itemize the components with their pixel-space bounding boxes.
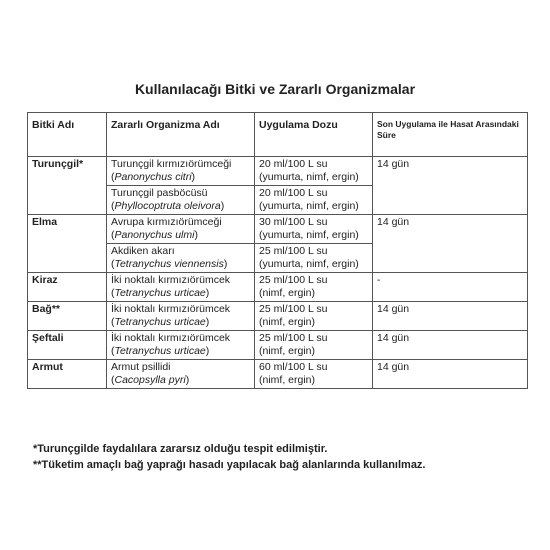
harvest-interval-cell: 14 gün: [373, 157, 528, 215]
plant-name-cell: Kiraz: [28, 273, 107, 302]
dose-stage-note: (nimf, ergin): [259, 287, 316, 299]
table-row: [28, 157, 528, 186]
dose-amount: 25 ml/100 L su: [259, 303, 328, 315]
scientific-name-text: Panonychus citri: [114, 171, 192, 183]
harvest-interval-cell: 14 gün: [373, 331, 528, 360]
table-row: [28, 273, 528, 302]
dose-amount: 60 ml/100 L su: [259, 361, 328, 373]
pest-cell: [107, 215, 255, 244]
plant-name-cell: Bağ**: [28, 302, 107, 331]
pest-cell: [107, 360, 255, 389]
table-header-row: [28, 113, 528, 157]
dose-stage-note: (nimf, ergin): [259, 345, 316, 357]
dose-stage-note: (yumurta, nimf, ergin): [259, 258, 359, 270]
pest-name: Turunçgil pasböcüsü: [111, 187, 208, 199]
header-plant: Bitki Adı: [28, 113, 107, 157]
scientific-name-text: Tetranychus urticae: [114, 345, 206, 357]
dose-stage-note: (nimf, ergin): [259, 316, 316, 328]
header-harvest: Son Uygulama ile Hasat Arasındaki Süre: [373, 113, 528, 157]
dose-cell: [255, 331, 373, 360]
pest-name: Avrupa kırmızıörümceği: [111, 216, 222, 228]
harvest-interval-cell: 14 gün: [373, 302, 528, 331]
dose-cell: [255, 186, 373, 215]
plant-name-cell: Şeftali: [28, 331, 107, 360]
plant-name-cell: Elma: [28, 215, 107, 273]
table-row: [28, 331, 528, 360]
dose-stage-note: (nimf, ergin): [259, 374, 316, 386]
scientific-name-text: Cacopsylla pyri: [114, 374, 186, 386]
table-row: [28, 360, 528, 389]
harvest-interval-cell: -: [373, 273, 528, 302]
dose-cell: [255, 215, 373, 244]
pest-scientific-name: (Panonychus ulmi): [111, 229, 198, 241]
dose-amount: 25 ml/100 L su: [259, 332, 328, 344]
pest-cell: [107, 331, 255, 360]
pest-name: Armut psillidi: [111, 361, 171, 373]
page-title: Kullanılacağı Bitki ve Zararlı Organizmalar: [134, 81, 416, 97]
pest-name: İki noktalı kırmızıörümcek: [111, 332, 231, 344]
dose-cell: [255, 302, 373, 331]
header-pest: Zararlı Organizma Adı: [107, 113, 255, 157]
dose-stage-note: (yumurta, nimf, ergin): [259, 200, 359, 212]
scientific-name-text: Tetranychus urticae: [114, 316, 206, 328]
table-row: [28, 215, 528, 244]
pest-name: İki noktalı kırmızıörümcek: [111, 274, 231, 286]
table-body: [28, 157, 528, 389]
harvest-interval-cell: 14 gün: [373, 215, 528, 273]
dose-cell: [255, 273, 373, 302]
pest-scientific-name: (Tetranychus viennensis): [111, 258, 228, 270]
table-row: [28, 302, 528, 331]
dose-stage-note: (yumurta, nimf, ergin): [259, 229, 359, 241]
footnote: **Tüketim amaçlı bağ yaprağı hasadı yapılacak bağ alanlarında kullanılmaz.: [33, 459, 426, 471]
footnotes: [33, 441, 426, 473]
dose-cell: [255, 360, 373, 389]
dose-stage-note: (yumurta, nimf, ergin): [259, 171, 359, 183]
scientific-name-text: Tetranychus viennensis: [114, 258, 224, 270]
scientific-name-text: Panonychus ulmi: [114, 229, 195, 241]
pest-name: Turunçgil kırmızıörümceği: [111, 158, 232, 170]
dose-amount: 25 ml/100 L su: [259, 274, 328, 286]
header-dose: Uygulama Dozu: [255, 113, 373, 157]
scientific-name-text: Tetranychus urticae: [114, 287, 206, 299]
pest-cell: [107, 273, 255, 302]
pest-cell: [107, 157, 255, 186]
usage-table: [27, 112, 528, 389]
dose-amount: 25 ml/100 L su: [259, 245, 328, 257]
scientific-name-text: Phyllocoptruta oleivora: [114, 200, 221, 212]
harvest-interval-cell: 14 gün: [373, 360, 528, 389]
footnote: *Turunçgilde faydalılara zararsız olduğu tespit edilmiştir.: [33, 443, 328, 455]
dose-amount: 30 ml/100 L su: [259, 216, 328, 228]
pest-cell: [107, 302, 255, 331]
plant-name-cell: Armut: [28, 360, 107, 389]
dose-cell: [255, 244, 373, 273]
pest-scientific-name: (Tetranychus urticae): [111, 316, 210, 328]
pest-scientific-name: (Tetranychus urticae): [111, 345, 210, 357]
dose-cell: [255, 157, 373, 186]
pest-cell: [107, 186, 255, 215]
dose-amount: 20 ml/100 L su: [259, 158, 328, 170]
pest-scientific-name: (Tetranychus urticae): [111, 287, 210, 299]
pest-scientific-name: (Cacopsylla pyri): [111, 374, 190, 386]
pest-cell: [107, 244, 255, 273]
pest-scientific-name: (Panonychus citri): [111, 171, 196, 183]
dose-amount: 20 ml/100 L su: [259, 187, 328, 199]
pest-scientific-name: (Phyllocoptruta oleivora): [111, 200, 225, 212]
pest-name: Akdiken akarı: [111, 245, 175, 257]
pest-name: İki noktalı kırmızıörümcek: [111, 303, 231, 315]
plant-name-cell: Turunçgil*: [28, 157, 107, 215]
